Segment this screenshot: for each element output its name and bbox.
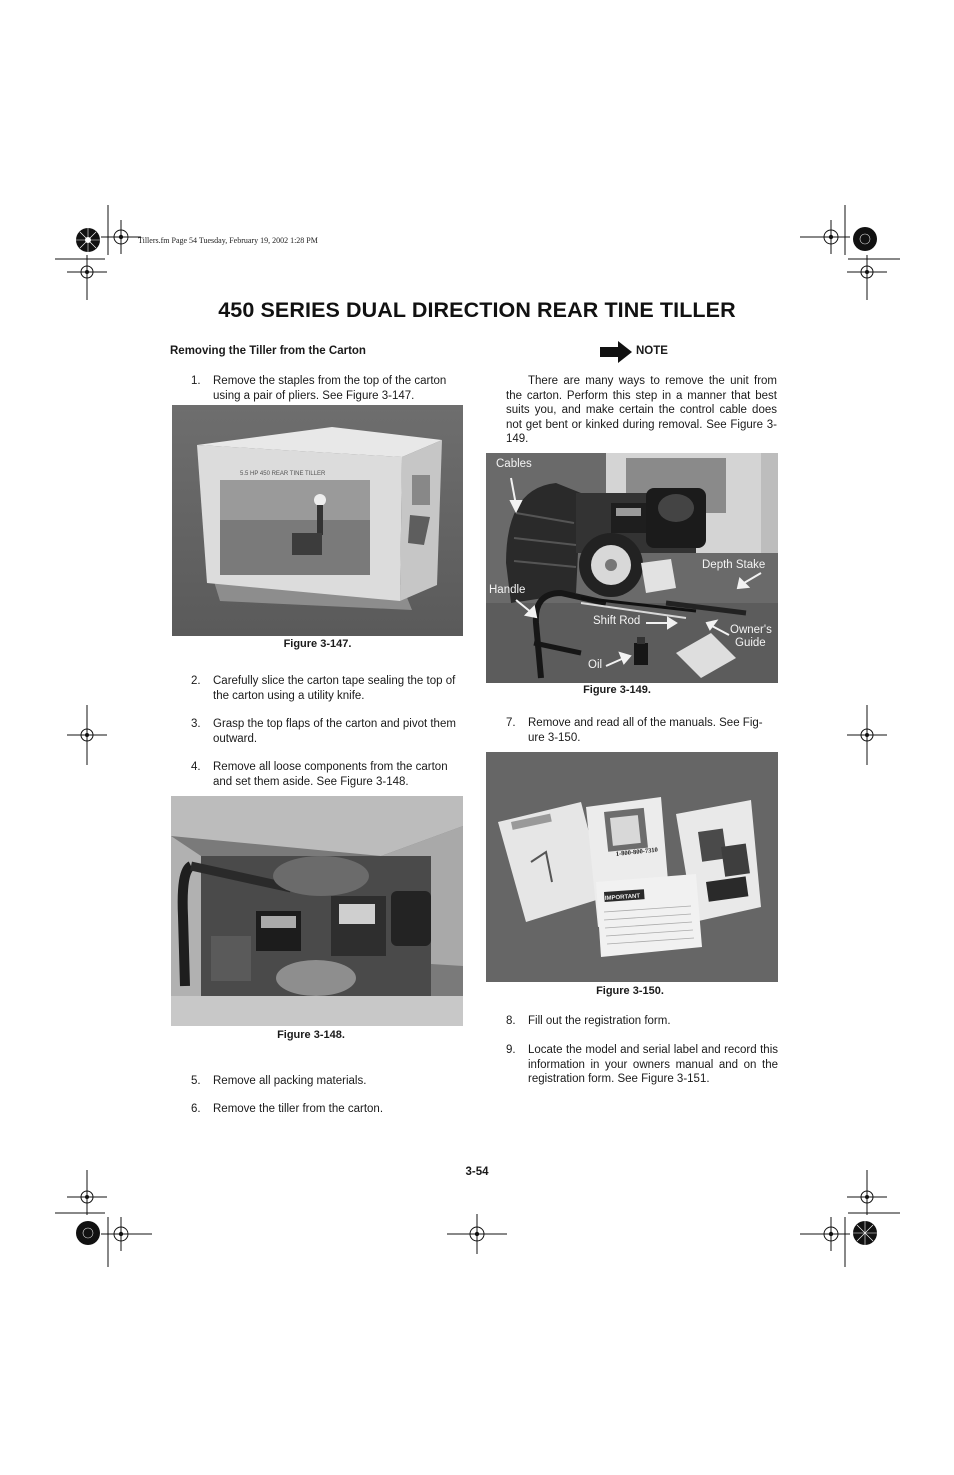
step-number: 5.: [191, 1075, 201, 1087]
page-number: 3-54: [465, 1166, 489, 1178]
step-text: Remove the staples from the top of the carton using a pair of pliers. See Figure 3-147.: [213, 375, 447, 402]
callout-owners-guide-line1: Owner's: [730, 624, 772, 636]
step-text: Grasp the top flaps of the carton and pivot them outward.: [213, 718, 456, 745]
step-number: 4.: [191, 761, 201, 773]
section-heading: Removing the Tiller from the Carton: [170, 345, 366, 357]
step-9: [506, 1043, 778, 1088]
step-1: [191, 374, 463, 404]
step-text: Remove the tiller from the carton.: [213, 1103, 384, 1115]
step-4: [191, 760, 463, 790]
figure-147-photo: [172, 405, 463, 636]
step-7: [506, 716, 778, 746]
figure-148-caption: Figure 3-148.: [277, 1029, 345, 1041]
step-number: 1.: [191, 375, 201, 387]
step-text: Remove and read all of the manuals. See Fig-ure 3-150.: [528, 717, 763, 744]
callout-depth-stake: Depth Stake: [702, 559, 766, 571]
note-arrow-icon: [600, 341, 632, 363]
figure-150-important: IMPORTANT: [604, 893, 641, 902]
step-number: 3.: [191, 718, 201, 730]
step-8: [506, 1014, 778, 1030]
figure-148-photo: [171, 796, 463, 1026]
page-title: 450 SERIES DUAL DIRECTION REAR TINE TILLER: [218, 298, 736, 322]
figure-147-box-text: 5.5 HP 450 REAR TINE TILLER: [240, 471, 326, 477]
step-text: Remove all loose components from the carton and set them aside. See Figure 3-148.: [213, 761, 448, 788]
note-label: NOTE: [636, 345, 668, 357]
step-number: 2.: [191, 675, 201, 687]
step-text: Locate the model and serial label and record this information in your owners manual and on the registration form. See Figure 3-151.: [528, 1044, 778, 1085]
step-2: [191, 674, 463, 704]
step-5: [191, 1074, 463, 1090]
step-number: 6.: [191, 1103, 201, 1115]
note-text: There are many ways to remove the unit from the carton. Perform this step in a manner that best suits you, and make certain the control cable does not get bent or kinked during removal. See Figure 3-149.: [506, 375, 777, 445]
step-number: 7.: [506, 717, 516, 729]
callout-handle: Handle: [489, 584, 526, 596]
step-text: Remove all packing materials.: [213, 1075, 367, 1087]
callout-cables: Cables: [496, 458, 532, 470]
figure-149-photo: [486, 453, 778, 683]
frame-header-line: Tillers.fm Page 54 Tuesday, February 19, 2002 1:28 PM: [138, 236, 318, 245]
figure-150-phone: 1-800-800-7310: [615, 846, 659, 858]
step-text: Carefully slice the carton tape sealing the top of the carton using a utility knife.: [213, 675, 456, 702]
figure-149-caption: Figure 3-149.: [583, 684, 651, 696]
callout-oil: Oil: [588, 659, 603, 671]
step-text: Fill out the registration form.: [528, 1015, 671, 1027]
figure-150-photo: [486, 752, 778, 982]
step-number: 9.: [506, 1044, 516, 1056]
step-6: [191, 1102, 463, 1118]
step-number: 8.: [506, 1015, 516, 1027]
figure-150-caption: Figure 3-150.: [596, 985, 664, 997]
figure-147-caption: Figure 3-147.: [283, 638, 352, 650]
step-3: [191, 717, 463, 747]
callout-shift-rod: Shift Rod: [593, 615, 641, 627]
callout-owners-guide-line2: Guide: [735, 637, 766, 649]
